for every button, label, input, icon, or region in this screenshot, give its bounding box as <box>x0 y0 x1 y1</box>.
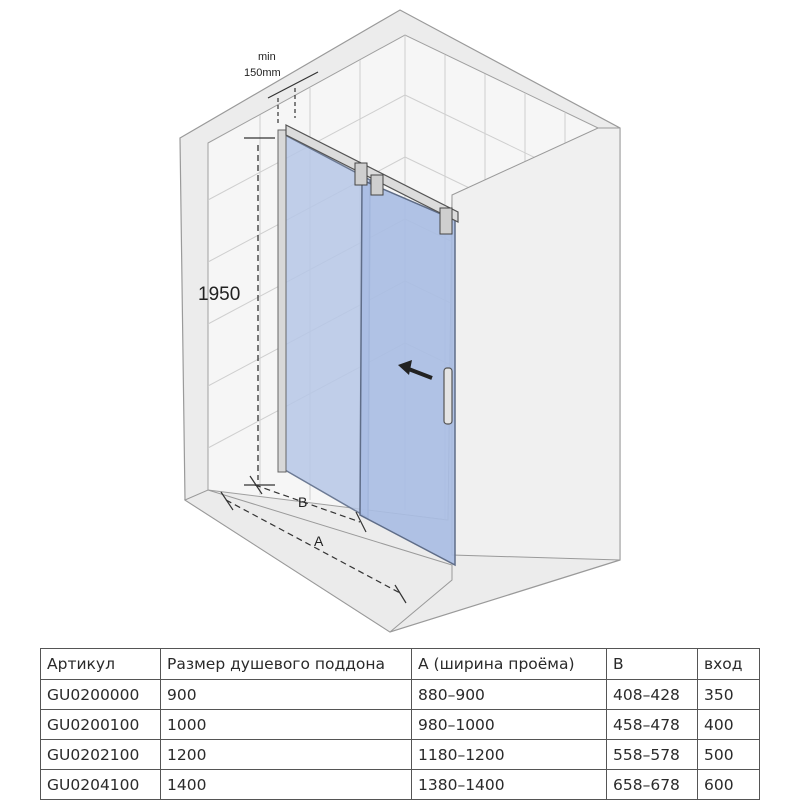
specifications-table <box>40 648 760 800</box>
cell-entrance: 500 <box>698 740 760 770</box>
cell-tray-size: 900 <box>161 680 412 710</box>
cell-opening-width: 1180–1200 <box>412 740 607 770</box>
header-entrance: вход <box>698 649 760 680</box>
table-row <box>41 740 760 770</box>
table-row <box>41 770 760 800</box>
cell-tray-size: 1000 <box>161 710 412 740</box>
cell-opening-width: 880–900 <box>412 680 607 710</box>
table-row <box>41 710 760 740</box>
header-tray-size: Размер душевого поддона <box>161 649 412 680</box>
roller-bracket-2 <box>371 175 383 195</box>
cell-b: 408–428 <box>607 680 698 710</box>
min-label: min <box>258 51 276 63</box>
cell-entrance: 350 <box>698 680 760 710</box>
fixed-glass-panel <box>285 135 370 518</box>
cell-b: 658–678 <box>607 770 698 800</box>
b-label: B <box>298 494 308 510</box>
header-b: B <box>607 649 698 680</box>
cell-tray-size: 1400 <box>161 770 412 800</box>
roller-bracket-3 <box>440 208 452 234</box>
cell-article: GU0204100 <box>41 770 161 800</box>
cell-article: GU0200000 <box>41 680 161 710</box>
cell-article: GU0202100 <box>41 740 161 770</box>
cell-b: 458–478 <box>607 710 698 740</box>
roller-bracket-1 <box>355 163 367 185</box>
table-row <box>41 680 760 710</box>
right-wall <box>452 128 620 560</box>
door-handle[interactable] <box>444 368 452 424</box>
height-label: 1950 <box>198 284 241 305</box>
cell-entrance: 600 <box>698 770 760 800</box>
cell-opening-width: 1380–1400 <box>412 770 607 800</box>
header-opening-width: A (ширина проёма) <box>412 649 607 680</box>
cell-tray-size: 1200 <box>161 740 412 770</box>
cell-article: GU0200100 <box>41 710 161 740</box>
cell-entrance: 400 <box>698 710 760 740</box>
table-header-row <box>41 649 760 680</box>
a-label: A <box>314 533 324 549</box>
header-article: Артикул <box>41 649 161 680</box>
wall-profile <box>278 130 286 472</box>
cell-opening-width: 980–1000 <box>412 710 607 740</box>
cell-b: 558–578 <box>607 740 698 770</box>
min-value-label: 150mm <box>244 67 281 79</box>
